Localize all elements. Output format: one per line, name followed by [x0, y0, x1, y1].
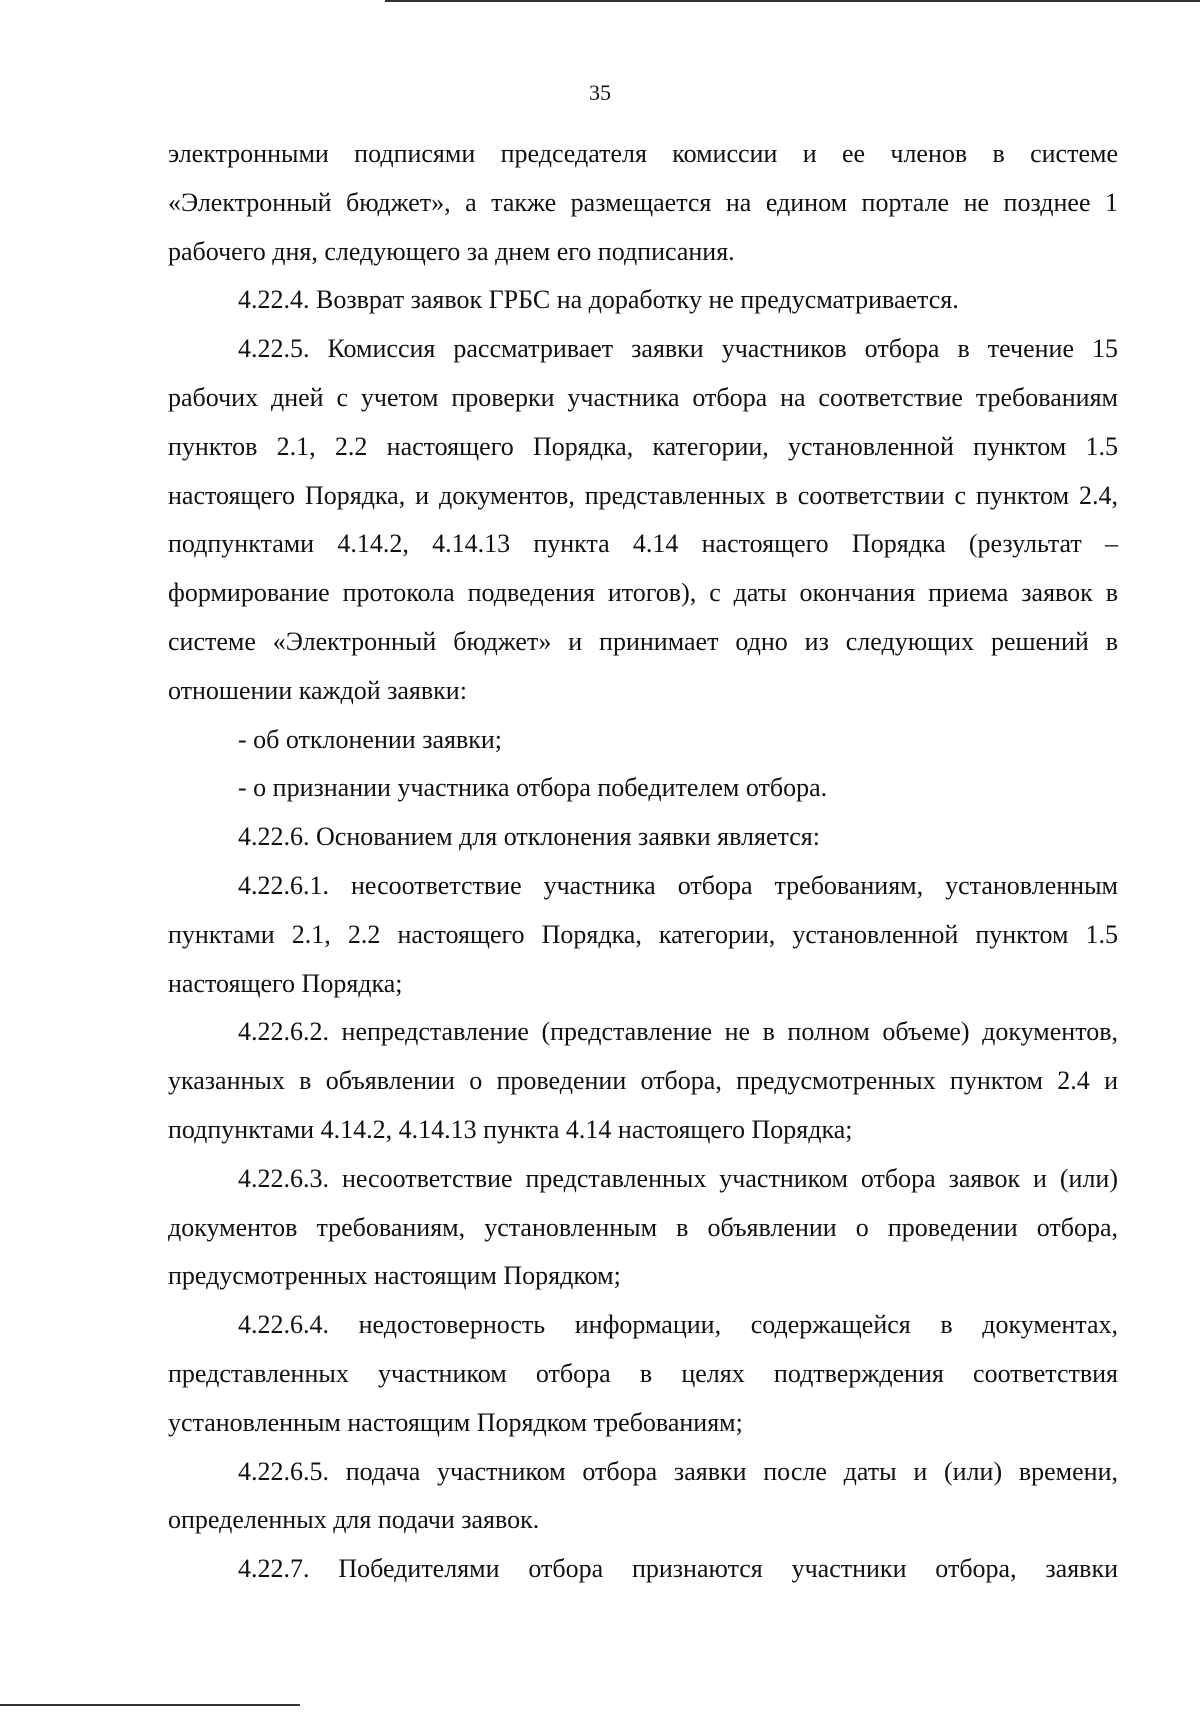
paragraph-4-22-4: 4.22.4. Возврат заявок ГРБС на доработку не предусматривается. [238, 285, 959, 315]
paragraph-4-22-6-2: 4.22.6.2. непредставление (представление не в полном объеме) документов, указанных в объявлении о проведении отбора, предусмотренных пунктом 2.4 и подпунктами 4.14.2, 4.14.13 пункта 4.14 настоящего Порядка; [168, 1017, 1118, 1144]
paragraph-4-22-6-3: 4.22.6.3. несоответствие представленных участником отбора заявок и (или) документов требованиям, установленным в объявлении о проведении отбора, предусмотренных настоящим Порядком; [168, 1163, 1118, 1291]
page-number: 35 [589, 80, 611, 105]
paragraph-4-22-7: 4.22.7. Победителями отбора признаются участники отбора, заявки [238, 1554, 1118, 1584]
list-item-rejection: - об отклонении заявки; [238, 724, 503, 754]
document-body [168, 130, 1118, 1594]
paragraph-4-22-5: 4.22.5. Комиссия рассматривает заявки участников отбора в течение 15 рабочих дней с учетом проверки участника отбора на соответствие требованиям пунктов 2.1, 2.2 настоящего Порядка, категории, установленной пунктом 1.5 настоящего Порядка, и документов, представленных в соответствии с пунктом 2.4, подпунктами 4.14.2, 4.14.13 пункта 4.14 настоящего Порядка (результат – формирование протокола подведения итогов), с даты окончания приема заявок в системе «Электронный бюджет» и принимает одно из следующих решений в отношении каждой заявки: [168, 334, 1118, 705]
top-border-line [385, 0, 1200, 2]
paragraph-4-22-6-5: 4.22.6.5. подача участником отбора заявки после даты и (или) времени, определенных для подачи заявок. [168, 1456, 1118, 1535]
paragraph-4-22-6: 4.22.6. Основанием для отклонения заявки является: [238, 822, 820, 852]
list-item-winner: - о признании участника отбора победителем отбора. [238, 773, 828, 803]
bottom-border-line [0, 1704, 300, 1706]
paragraph-4-22-6-1: 4.22.6.1. несоответствие участника отбора требованиям, установленным пунктами 2.1, 2.2 настоящего Порядка, категории, установленной пунктом 1.5 настоящего Порядка; [168, 870, 1118, 998]
paragraph-continuation: электронными подписями председателя комиссии и ее членов в системе «Электронный бюджет», а также размещается на едином портале не позднее 1 рабочего дня, следующего за днем его подписания. [168, 139, 1118, 266]
paragraph-4-22-6-4: 4.22.6.4. недостоверность информации, содержащейся в документах, представленных участником отбора в целях подтверждения соответствия установленным настоящим Порядком требованиям; [168, 1310, 1118, 1437]
